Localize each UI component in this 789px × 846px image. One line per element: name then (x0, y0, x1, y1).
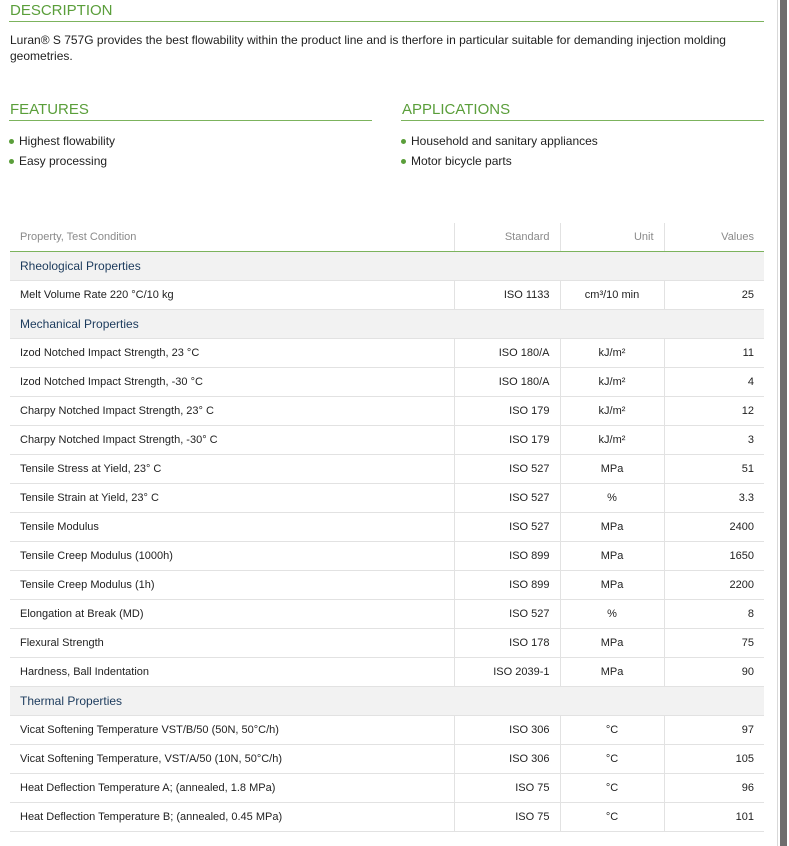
property-cell: Vicat Softening Temperature VST/B/50 (50N, 50°C/h) (10, 716, 454, 745)
property-cell: Heat Deflection Temperature A; (annealed, 1.8 MPa) (10, 774, 454, 803)
table-row (10, 803, 764, 832)
unit-cell: MPa (560, 571, 664, 600)
table-row (10, 397, 764, 426)
unit-cell: kJ/m² (560, 368, 664, 397)
description-text: Luran® S 757G provides the best flowability within the product line and is therfore in particular suitable for demanding injection molding geometries. (10, 33, 726, 63)
value-cell: 12 (664, 397, 764, 426)
features-heading: FEATURES (9, 100, 372, 121)
list-item: Household and sanitary appliances (401, 131, 598, 151)
value-cell: 2400 (664, 513, 764, 542)
unit-cell: °C (560, 803, 664, 832)
standard-cell: ISO 75 (454, 803, 560, 832)
standard-cell: ISO 178 (454, 629, 560, 658)
group-row (10, 310, 764, 339)
value-cell: 51 (664, 455, 764, 484)
table-row (10, 658, 764, 687)
table-row (10, 716, 764, 745)
table-row (10, 484, 764, 513)
column-header-property: Property, Test Condition (10, 223, 454, 252)
table-row (10, 571, 764, 600)
unit-cell: % (560, 484, 664, 513)
table-row (10, 281, 764, 310)
group-row (10, 687, 764, 716)
list-item: Easy processing (9, 151, 115, 171)
standard-cell: ISO 306 (454, 716, 560, 745)
group-row (10, 252, 764, 281)
standard-cell: ISO 899 (454, 571, 560, 600)
value-cell: 96 (664, 774, 764, 803)
property-cell: Tensile Creep Modulus (1000h) (10, 542, 454, 571)
list-item: Motor bicycle parts (401, 151, 598, 171)
value-cell: 4 (664, 368, 764, 397)
unit-cell: °C (560, 745, 664, 774)
table-row (10, 600, 764, 629)
list-item: Highest flowability (9, 131, 115, 151)
unit-cell: °C (560, 774, 664, 803)
features-list (9, 131, 115, 171)
standard-cell: ISO 527 (454, 455, 560, 484)
group-title: Mechanical Properties (10, 310, 764, 339)
value-cell: 3.3 (664, 484, 764, 513)
unit-cell: kJ/m² (560, 397, 664, 426)
standard-cell: ISO 180/A (454, 339, 560, 368)
value-cell: 75 (664, 629, 764, 658)
property-cell: Flexural Strength (10, 629, 454, 658)
value-cell: 2200 (664, 571, 764, 600)
properties-table (10, 223, 764, 832)
table-row (10, 542, 764, 571)
property-cell: Hardness, Ball Indentation (10, 658, 454, 687)
value-cell: 1650 (664, 542, 764, 571)
unit-cell: % (560, 600, 664, 629)
table-row (10, 339, 764, 368)
standard-cell: ISO 75 (454, 774, 560, 803)
value-cell: 3 (664, 426, 764, 455)
value-cell: 8 (664, 600, 764, 629)
value-cell: 105 (664, 745, 764, 774)
table-row (10, 745, 764, 774)
standard-cell: ISO 527 (454, 513, 560, 542)
property-cell: Tensile Creep Modulus (1h) (10, 571, 454, 600)
column-header-standard: Standard (454, 223, 560, 252)
standard-cell: ISO 1133 (454, 281, 560, 310)
unit-cell: MPa (560, 455, 664, 484)
group-title: Rheological Properties (10, 252, 764, 281)
applications-heading: APPLICATIONS (401, 100, 764, 121)
unit-cell: °C (560, 716, 664, 745)
unit-cell: MPa (560, 542, 664, 571)
property-cell: Izod Notched Impact Strength, -30 °C (10, 368, 454, 397)
value-cell: 101 (664, 803, 764, 832)
property-cell: Tensile Strain at Yield, 23° C (10, 484, 454, 513)
applications-list (401, 131, 598, 171)
standard-cell: ISO 899 (454, 542, 560, 571)
unit-cell: cm³/10 min (560, 281, 664, 310)
column-header-unit: Unit (560, 223, 664, 252)
property-cell: Heat Deflection Temperature B; (annealed, 0.45 MPa) (10, 803, 454, 832)
property-cell: Melt Volume Rate 220 °C/10 kg (10, 281, 454, 310)
table-row (10, 774, 764, 803)
unit-cell: MPa (560, 513, 664, 542)
standard-cell: ISO 179 (454, 426, 560, 455)
table-row (10, 629, 764, 658)
standard-cell: ISO 306 (454, 745, 560, 774)
table-row (10, 368, 764, 397)
unit-cell: MPa (560, 629, 664, 658)
table-body (10, 252, 764, 832)
table-row (10, 513, 764, 542)
value-cell: 11 (664, 339, 764, 368)
unit-cell: kJ/m² (560, 426, 664, 455)
unit-cell: MPa (560, 658, 664, 687)
property-cell: Tensile Stress at Yield, 23° C (10, 455, 454, 484)
property-cell: Charpy Notched Impact Strength, 23° C (10, 397, 454, 426)
table-row (10, 426, 764, 455)
vertical-scrollbar[interactable] (777, 0, 789, 846)
property-cell: Elongation at Break (MD) (10, 600, 454, 629)
table-header-row (10, 223, 764, 252)
standard-cell: ISO 179 (454, 397, 560, 426)
group-title: Thermal Properties (10, 687, 764, 716)
standard-cell: ISO 527 (454, 600, 560, 629)
standard-cell: ISO 2039-1 (454, 658, 560, 687)
scrollbar-thumb[interactable] (780, 0, 787, 846)
value-cell: 25 (664, 281, 764, 310)
table-row (10, 455, 764, 484)
description-heading: DESCRIPTION (9, 1, 764, 22)
standard-cell: ISO 527 (454, 484, 560, 513)
property-cell: Izod Notched Impact Strength, 23 °C (10, 339, 454, 368)
property-cell: Tensile Modulus (10, 513, 454, 542)
property-cell: Vicat Softening Temperature, VST/A/50 (10N, 50°C/h) (10, 745, 454, 774)
value-cell: 90 (664, 658, 764, 687)
property-cell: Charpy Notched Impact Strength, -30° C (10, 426, 454, 455)
column-header-values: Values (664, 223, 764, 252)
value-cell: 97 (664, 716, 764, 745)
unit-cell: kJ/m² (560, 339, 664, 368)
standard-cell: ISO 180/A (454, 368, 560, 397)
